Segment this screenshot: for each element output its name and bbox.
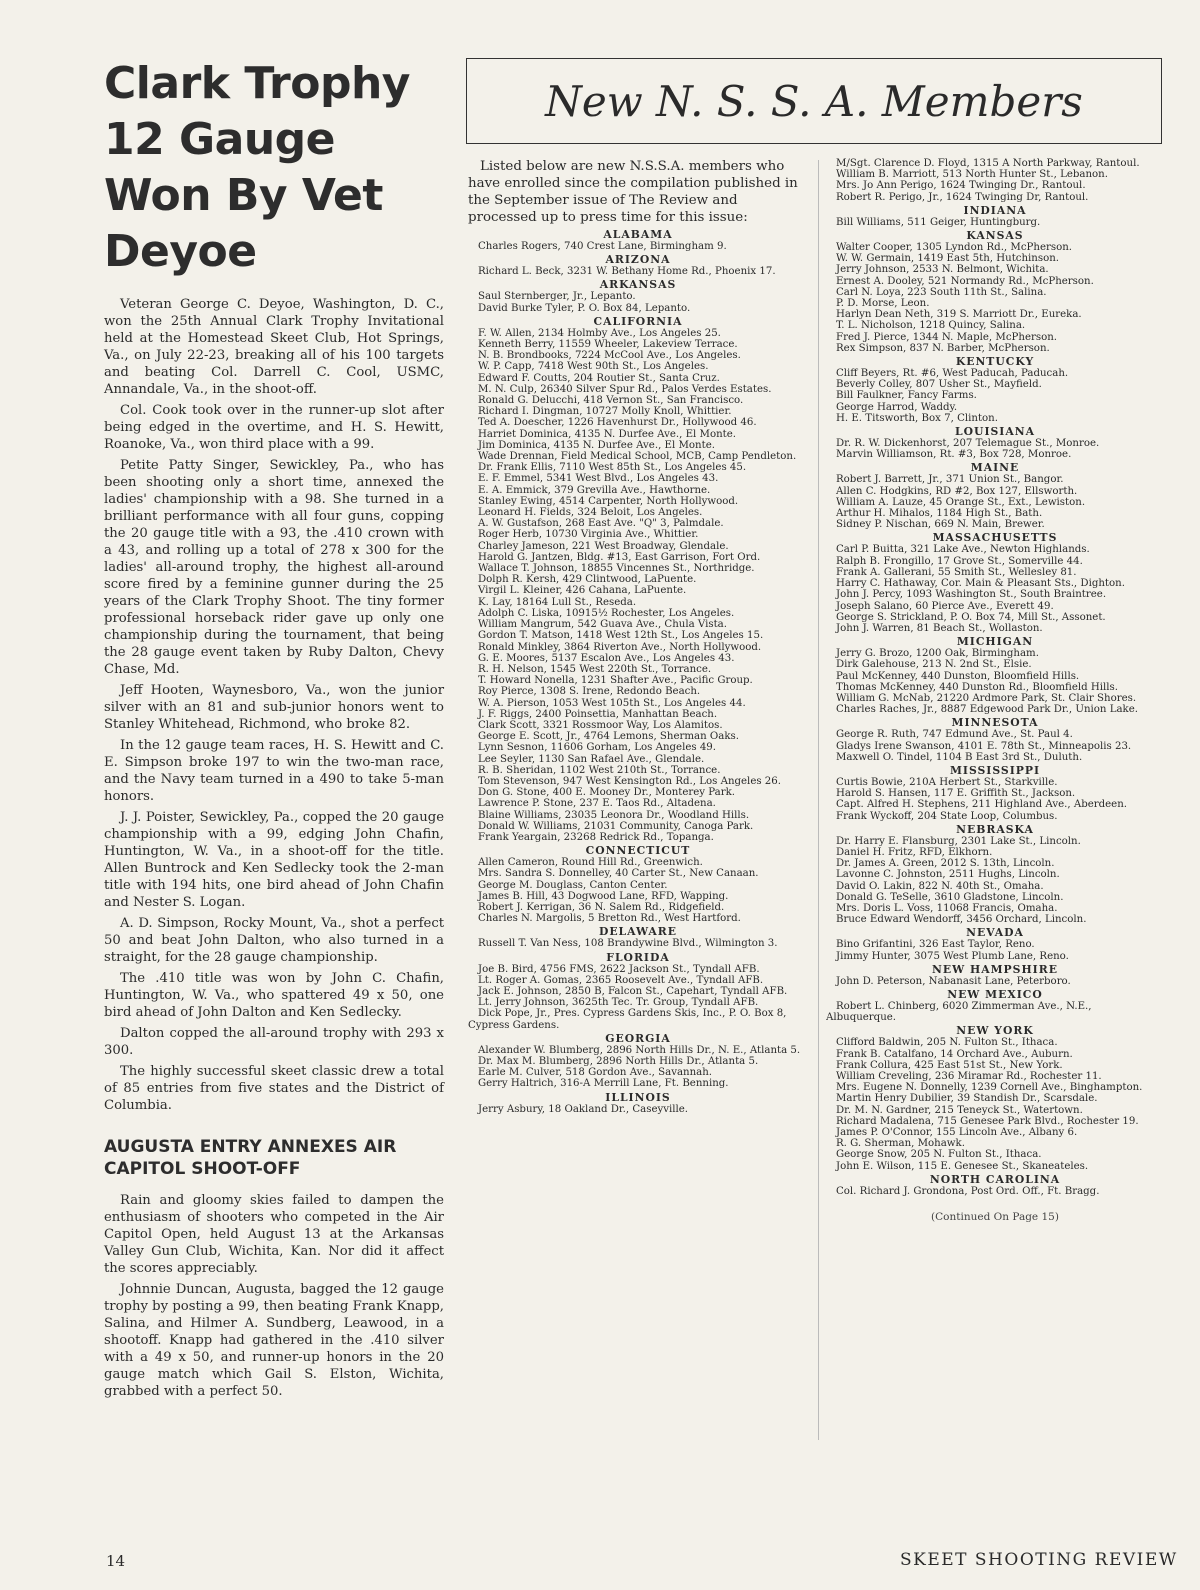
member-entry: Russell T. Van Ness, 108 Brandywine Blvd., Wilmington 3. bbox=[478, 938, 778, 950]
member-entry: Arthur H. Mihalos, 1184 High St., Bath. bbox=[836, 508, 1043, 520]
member-entry: Mrs. Sandra S. Donnelley, 40 Carter St., New Canaan. bbox=[478, 868, 759, 880]
article-paragraph: Col. Cook took over in the runner-up slot after being edged in the overtime, and H. S. Hewitt, Roanoke, Va., won third place with a 99. bbox=[104, 403, 444, 452]
member-entry: K. Lay, 18164 Lull St., Reseda. bbox=[478, 596, 637, 608]
state-heading: NEBRASKA bbox=[956, 822, 1034, 836]
member-entry: Wade Drennan, Field Medical School, MCB, Camp Pendleton. bbox=[478, 451, 797, 463]
sub-article-paragraph: Johnnie Duncan, Augusta, bagged the 12 gauge trophy by posting a 99, then beating Frank Knapp, Salina, and Hilmer A. Sundberg, Leawood, in a shootoff. Knapp had gathered in the .410 silver with a 49 x 50, and runner-up honors in the 20 gauge match which Gail S. Elston, Wichita, grabbed with a perfect 50. bbox=[104, 1282, 444, 1399]
member-entry: Dr. James A. Green, 2012 S. 13th, Lincoln. bbox=[836, 858, 1055, 870]
article-paragraph: Petite Patty Singer, Sewickley, Pa., who has been shooting only a short time, annexed the ladies' championship with a 98. She turned in a brilliant performance with all four guns, copping the 20 gauge title with a 93, the .410 crown with a 43, and rolling up a total of 278 x 300 for the ladies' all-around trophy, the highest all-around score fired by a feminine gunner during the 25 years of the Clark Trophy Shoot. The tiny former professional horseback rider gave up only one championship during the tournament, that being the 28 gauge event taken by Ruby Dalton, Chevy Chase, Md. bbox=[104, 458, 444, 677]
state-heading: ARIZONA bbox=[605, 253, 671, 267]
member-entry: John J. Percy, 1093 Washington St., South Braintree. bbox=[836, 589, 1107, 601]
member-entry: R. G. Sherman, Mohawk. bbox=[836, 1138, 965, 1150]
member-entry: Frank B. Catalfano, 14 Orchard Ave., Auburn. bbox=[836, 1048, 1073, 1060]
member-entry: Dr. M. N. Gardner, 215 Teneyck St., Watertown. bbox=[836, 1104, 1083, 1116]
member-entry: Kenneth Berry, 11559 Wheeler, Lakeview Terrace. bbox=[478, 339, 738, 351]
member-entry: Edward F. Coutts, 204 Routier St., Santa Cruz. bbox=[478, 372, 720, 384]
members-list-1 bbox=[468, 228, 808, 1115]
member-entry: G. E. Moores, 5137 Escalon Ave., Los Angeles 43. bbox=[478, 652, 735, 664]
member-entry: Ernest A. Dooley, 521 Normandy Rd., McPherson. bbox=[836, 275, 1094, 287]
member-entry: James P. O'Connor, 155 Lincoln Ave., Albany 6. bbox=[836, 1127, 1078, 1139]
member-entry: Joseph Salano, 60 Pierce Ave., Everett 49. bbox=[836, 600, 1054, 612]
member-entry: Virgil L. Kleiner, 426 Cahana, LaPuente. bbox=[478, 585, 687, 597]
member-entry: Clark Scott, 3321 Rossmoor Way, Los Alamitos. bbox=[478, 719, 723, 731]
member-entry: David O. Lakin, 822 N. 40th St., Omaha. bbox=[836, 880, 1044, 892]
member-entry: Jimmy Hunter, 3075 West Plumb Lane, Reno. bbox=[836, 950, 1069, 962]
member-entry: Gerry Haltrich, 316-A Merrill Lane, Ft. Benning. bbox=[478, 1078, 729, 1090]
member-entry: H. E. Titsworth, Box 7, Clinton. bbox=[836, 412, 998, 424]
member-entry: F. W. Allen, 2134 Holmby Ave., Los Angeles 25. bbox=[478, 327, 721, 339]
member-entry: Roger Herb, 10730 Virginia Ave., Whittier. bbox=[478, 529, 699, 541]
member-entry: Dr. Harry E. Flansburg, 2301 Lake St., Lincoln. bbox=[836, 835, 1081, 847]
article-paragraph: Jeff Hooten, Waynesboro, Va., won the junior silver with an 81 and sub-junior honors went to Stanley Whitehead, Richmond, who broke 82. bbox=[104, 683, 444, 732]
member-entry: Dick Pope, Jr., Pres. Cypress Gardens Skis, Inc., P. O. Box 8, Cypress Gardens. bbox=[468, 1008, 787, 1031]
article-headline: Clark Trophy 12 Gauge Won By Vet Deyoe bbox=[104, 58, 410, 277]
member-entry: Mrs. Jo Ann Perigo, 1624 Twinging Dr., Rantoul. bbox=[836, 180, 1086, 192]
members-list-2 bbox=[826, 158, 1164, 1197]
member-entry: Allen Cameron, Round Hill Rd., Greenwich. bbox=[478, 857, 703, 869]
state-heading: MISSISSIPPI bbox=[949, 763, 1041, 777]
member-entry: W. P. Capp, 7418 West 90th St., Los Angeles. bbox=[478, 361, 709, 373]
member-entry: Daniel H. Fritz, RFD, Elkhorn. bbox=[836, 846, 993, 858]
member-entry: Harold G. Jantzen, Bldg. #13, East Garrison, Fort Ord. bbox=[478, 551, 761, 563]
member-entry: Richard L. Beck, 3231 W. Bethany Home Rd., Phoenix 17. bbox=[478, 266, 776, 278]
sub-article-body bbox=[104, 1192, 444, 1400]
member-entry: T. Howard Nonella, 1231 Shafter Ave., Pacific Group. bbox=[478, 675, 753, 687]
member-entry: George Harrod, Waddy. bbox=[836, 401, 958, 413]
member-entry: Harold S. Hansen, 117 E. Griffith St., Jackson. bbox=[836, 788, 1076, 800]
member-entry: M/Sgt. Clarence D. Floyd, 1315 A North Parkway, Rantoul. bbox=[836, 158, 1140, 169]
state-heading: INDIANA bbox=[963, 203, 1027, 217]
member-entry: Curtis Bowie, 210A Herbert St., Starkville. bbox=[836, 776, 1058, 788]
member-entry: Robert J. Kerrigan, 36 N. Salem Rd., Ridgefield. bbox=[478, 901, 725, 913]
member-entry: E. A. Emmick, 379 Grevilla Ave., Hawthorne. bbox=[478, 484, 711, 496]
state-heading: NEW HAMPSHIRE bbox=[932, 962, 1058, 976]
article-paragraph: Dalton copped the all-around trophy with 293 x 300. bbox=[104, 1026, 444, 1058]
member-entry: E. F. Emmel, 5341 West Blvd., Los Angeles 43. bbox=[478, 473, 719, 485]
member-entry: Bino Grifantini, 326 East Taylor, Reno. bbox=[836, 939, 1035, 951]
member-entry: Rex Simpson, 837 N. Barber, McPherson. bbox=[836, 342, 1050, 354]
member-entry: Bruce Edward Wendorff, 3456 Orchard, Lincoln. bbox=[836, 914, 1087, 926]
member-entry: William A. Lauze, 45 Orange St., Ext., Lewiston. bbox=[836, 496, 1086, 508]
state-heading: GEORGIA bbox=[605, 1031, 671, 1045]
state-heading: KANSAS bbox=[966, 229, 1024, 243]
member-entry: Blaine Williams, 23035 Leonora Dr., Woodland Hills. bbox=[478, 809, 750, 821]
state-heading: NEW YORK bbox=[956, 1024, 1034, 1038]
member-entry: Dolph R. Kersh, 429 Clintwood, LaPuente. bbox=[478, 574, 697, 586]
state-heading: ILLINOIS bbox=[605, 1090, 671, 1104]
member-entry: W. A. Pierson, 1053 West 105th St., Los Angeles 44. bbox=[478, 697, 746, 709]
section-title: New N. S. S. A. Members bbox=[545, 76, 1083, 126]
member-entry: Harriet Dominica, 4135 N. Durfee Ave., El Monte. bbox=[478, 428, 737, 440]
member-entry: Lynn Sesnon, 11606 Gorham, Los Angeles 49. bbox=[478, 742, 717, 754]
member-entry: William Creveling, 236 Miramar Rd., Rochester 11. bbox=[836, 1071, 1102, 1082]
member-entry: Bill Faulkner, Fancy Farms. bbox=[836, 390, 977, 402]
state-heading: NEVADA bbox=[966, 926, 1024, 940]
member-entry: Jack E. Johnson, 2850 B, Falcon St., Capehart, Tyndall AFB. bbox=[478, 985, 788, 997]
member-entry: George R. Ruth, 747 Edmund Ave., St. Paul 4. bbox=[836, 729, 1073, 741]
member-entry: R. H. Nelson, 1545 West 220th St., Torrance. bbox=[478, 663, 712, 675]
member-entry: Donald G. TeSelle, 3610 Gladstone, Lincoln. bbox=[836, 891, 1064, 903]
state-heading: FLORIDA bbox=[606, 950, 670, 964]
members-intro: Listed below are new N.S.S.A. members who have enrolled since the compilation published in the September issue of The Review and processed up to press time for this issue: bbox=[468, 159, 798, 225]
footer-publication-title: SKEET SHOOTING REVIEW bbox=[900, 1550, 1178, 1570]
member-entry: Jerry Johnson, 2533 N. Belmont, Wichita. bbox=[836, 264, 1049, 276]
member-entry: Clifford Baldwin, 205 N. Fulton St., Ithaca. bbox=[836, 1037, 1058, 1049]
member-entry: Fred J. Pierce, 1344 N. Maple, McPherson. bbox=[836, 331, 1058, 343]
member-entry: Gordon T. Matson, 1418 West 12th St., Los Angeles 15. bbox=[478, 630, 764, 642]
state-heading: DELAWARE bbox=[598, 925, 678, 939]
member-entry: Lt. Jerry Johnson, 3625th Tec. Tr. Group, Tyndall AFB. bbox=[478, 997, 759, 1009]
member-entry: Ronald Minkley, 3864 Riverton Ave., North Hollywood. bbox=[478, 641, 762, 653]
state-heading: KENTUCKY bbox=[955, 355, 1035, 369]
member-entry: Ralph B. Frongillo, 17 Grove St., Somerville 44. bbox=[836, 555, 1083, 567]
state-heading: CALIFORNIA bbox=[593, 314, 683, 328]
state-heading: MICHIGAN bbox=[956, 635, 1034, 649]
column-divider bbox=[818, 160, 819, 1440]
member-entry: Gladys Irene Swanson, 4101 E. 78th St., Minneapolis 23. bbox=[836, 740, 1132, 752]
state-heading: NEW MEXICO bbox=[947, 987, 1043, 1001]
member-entry: William B. Marriott, 513 North Hunter St., Lebanon. bbox=[836, 169, 1108, 181]
member-entry: Ted A. Doescher, 1226 Havenhurst Dr., Hollywood 46. bbox=[478, 417, 757, 429]
member-entry: Richard Madalena, 715 Genesee Park Blvd., Rochester 19. bbox=[836, 1115, 1139, 1127]
member-entry: N. B. Brondbooks, 7224 McCool Ave., Los Angeles. bbox=[478, 350, 741, 362]
member-entry: Jerry G. Brozo, 1200 Oak, Birmingham. bbox=[836, 648, 1039, 660]
member-entry: George S. Strickland, P. O. Box 74, Mill St., Assonet. bbox=[836, 611, 1106, 623]
member-entry: Tom Stevenson, 947 West Kensington Rd., Los Angeles 26. bbox=[478, 775, 782, 787]
member-entry: Earle M. Culver, 518 Gordon Ave., Savannah. bbox=[478, 1067, 713, 1079]
member-entry: Thomas McKenney, 440 Dunston Rd., Bloomfield Hills. bbox=[836, 681, 1118, 693]
member-entry: Stanley Ewing, 4514 Carpenter, North Hollywood. bbox=[478, 495, 739, 507]
member-entry: Beverly Colley, 807 Usher St., Mayfield. bbox=[836, 379, 1042, 391]
article-paragraph: The highly successful skeet classic drew a total of 85 entries from five states and the District of Columbia. bbox=[104, 1064, 444, 1113]
member-entry: Roy Pierce, 1308 S. Irene, Redondo Beach. bbox=[478, 686, 701, 698]
state-heading: MASSACHUSETTS bbox=[932, 531, 1058, 545]
section-title-box bbox=[466, 58, 1162, 144]
article-paragraph: In the 12 gauge team races, H. S. Hewitt and C. E. Simpson broke 197 to win the two-man race, and the Navy team turned in a 490 to take 5-man honors. bbox=[104, 738, 444, 804]
state-heading: CONNECTICUT bbox=[585, 844, 691, 858]
member-entry: J. F. Riggs, 2400 Poinsettia, Manhattan Beach. bbox=[478, 708, 718, 720]
member-entry: Dr. Max M. Blumberg, 2896 North Hills Dr., Atlanta 5. bbox=[478, 1056, 759, 1067]
member-entry: George Snow, 205 N. Fulton St., Ithaca. bbox=[836, 1149, 1042, 1161]
sub-article-paragraph: Rain and gloomy skies failed to dampen the enthusiasm of shooters who competed in the Air Capitol Open, held August 13 at the Arkansas Valley Gun Club, Wichita, Kan. Nor did it affect the scores appreciably. bbox=[104, 1193, 444, 1276]
member-entry: Robert L. Chinberg, 6020 Zimmerman Ave., N.E., Albuquerque. bbox=[826, 1000, 1092, 1024]
member-entry: W. W. Germain, 1419 East 5th, Hutchinson. bbox=[836, 253, 1060, 265]
member-entry: Saul Sternberger, Jr., Lepanto. bbox=[478, 291, 636, 303]
member-entry: David Burke Tyler, P. O. Box 84, Lepanto. bbox=[478, 302, 691, 314]
member-entry: R. B. Sheridan, 1102 West 210th St., Torrance. bbox=[478, 764, 721, 776]
state-heading: ARKANSAS bbox=[599, 278, 677, 292]
article-paragraph: A. D. Simpson, Rocky Mount, Va., shot a perfect 50 and beat John Dalton, who also turned in a straight, for the 28 gauge championship. bbox=[104, 916, 444, 965]
member-entry: Capt. Alfred H. Stephens, 211 Highland Ave., Aberdeen. bbox=[836, 799, 1128, 811]
member-entry: Col. Richard J. Grondona, Post Ord. Off., Ft. Bragg. bbox=[836, 1185, 1100, 1197]
member-entry: Leonard H. Fields, 324 Beloit, Los Angeles. bbox=[478, 507, 703, 519]
member-entry: Carl P. Buitta, 321 Lake Ave., Newton Highlands. bbox=[836, 544, 1090, 556]
state-heading: LOUISIANA bbox=[955, 425, 1035, 439]
member-entry: A. W. Gustafson, 268 East Ave. "Q" 3, Palmdale. bbox=[478, 518, 724, 530]
state-heading: NORTH CAROLINA bbox=[929, 1172, 1061, 1186]
member-entry: Cliff Beyers, Rt. #6, West Paducah, Paducah. bbox=[836, 368, 1069, 380]
member-entry: Alexander W. Blumberg, 2896 North Hills Dr., N. E., Atlanta 5. bbox=[478, 1044, 801, 1056]
member-entry: Carl N. Loya, 223 South 11th St., Salina. bbox=[836, 286, 1047, 298]
member-entry: Ronald G. Delucchi, 418 Vernon St., San Francisco. bbox=[478, 395, 744, 407]
member-entry: Bill Williams, 511 Geiger, Huntingburg. bbox=[836, 216, 1041, 228]
member-entry: Paul McKenney, 440 Dunston, Bloomfield Hills. bbox=[836, 670, 1080, 682]
member-entry: Allen C. Hodgkins, RD #2, Box 127, Ellsworth. bbox=[836, 485, 1078, 497]
state-heading: MINNESOTA bbox=[951, 716, 1039, 730]
member-entry: Mrs. Doris L. Voss, 11068 Francis, Omaha. bbox=[836, 902, 1058, 914]
member-entry: Donald W. Williams, 21031 Community, Canoga Park. bbox=[478, 820, 754, 832]
member-entry: Walter Cooper, 1305 Lyndon Rd., McPherson. bbox=[836, 242, 1073, 254]
article-column bbox=[104, 56, 444, 1404]
member-entry: Lee Seyler, 1130 San Rafael Ave., Glendale. bbox=[478, 753, 705, 765]
member-entry: M. N. Culp, 26340 Silver Spur Rd., Palos Verdes Estates. bbox=[478, 383, 772, 395]
members-column-1 bbox=[468, 158, 808, 1115]
member-entry: George E. Scott, Jr., 4764 Lemons, Sherman Oaks. bbox=[478, 731, 739, 743]
member-entry: Charles N. Margolis, 5 Bretton Rd., West Hartford. bbox=[478, 913, 741, 925]
member-entry: Frank A. Gallerani, 55 Smith St., Wellesley 81. bbox=[836, 566, 1077, 578]
member-entry: Charles Rogers, 740 Crest Lane, Birmingham 9. bbox=[478, 241, 727, 252]
member-entry: Wallace T. Johnson, 18855 Vincennes St., Northridge. bbox=[478, 563, 755, 575]
member-entry: John D. Peterson, Nabanasit Lane, Peterboro. bbox=[836, 975, 1071, 987]
member-entry: Richard I. Dingman, 10727 Molly Knoll, Whittier. bbox=[478, 406, 732, 418]
member-entry: John J. Warren, 81 Beach St., Wollaston. bbox=[836, 622, 1043, 634]
member-entry: Lavonne C. Johnston, 2511 Hughs, Lincoln. bbox=[836, 869, 1060, 881]
member-entry: Dr. R. W. Dickenhorst, 207 Telemague St., Monroe. bbox=[836, 438, 1100, 450]
member-entry: Lawrence P. Stone, 237 E. Taos Rd., Altadena. bbox=[478, 798, 716, 810]
member-entry: Charles Raches, Jr., 8887 Edgewood Park Dr., Union Lake. bbox=[836, 704, 1139, 716]
member-entry: Frank Collura, 425 East 51st St., New York. bbox=[836, 1059, 1063, 1071]
member-entry: Dirk Galehouse, 213 N. 2nd St., Elsie. bbox=[836, 659, 1032, 671]
member-entry: Jim Dominica, 4135 N. Durfee Ave., El Monte. bbox=[478, 439, 715, 451]
member-entry: Martin Henry Dubilier, 39 Standish Dr., Scarsdale. bbox=[836, 1093, 1098, 1105]
article-paragraph: The .410 title was won by John C. Chafin, Huntington, W. Va., who spattered 49 x 50, one bird ahead of John Dalton and Ken Sedlecky. bbox=[104, 971, 444, 1020]
article-body bbox=[104, 296, 444, 1114]
member-entry: Mrs. Eugene N. Donnelly, 1239 Cornell Ave., Binghampton. bbox=[836, 1082, 1143, 1094]
sub-article-headline: AUGUSTA ENTRY ANNEXES AIR CAPITOL SHOOT-OFF bbox=[104, 1137, 397, 1179]
member-entry: Frank Wyckoff, 204 State Loop, Columbus. bbox=[836, 810, 1058, 822]
member-entry: Joe B. Bird, 4756 FMS, 2622 Jackson St., Tyndall AFB. bbox=[478, 963, 760, 975]
state-heading: MAINE bbox=[970, 461, 1020, 475]
member-entry: George M. Douglass, Canton Center. bbox=[478, 879, 668, 891]
article-paragraph: Veteran George C. Deyoe, Washington, D. C., won the 25th Annual Clark Trophy Invitational held at the Homestead Skeet Club, Hot Springs, Va., on July 22-23, breaking all of his 100 targets and beating Col. Darrell C. Cool, USMC, Annandale, Va., in the shoot-off. bbox=[104, 297, 444, 397]
member-entry: Robert R. Perigo, Jr., 1624 Twinging Dr, Rantoul. bbox=[836, 191, 1089, 203]
member-entry: T. L. Nicholson, 1218 Quincy, Salina. bbox=[836, 320, 1026, 332]
member-entry: Marvin Williamson, Rt. #3, Box 728, Monroe. bbox=[836, 449, 1072, 461]
state-heading: ALABAMA bbox=[603, 228, 673, 241]
member-entry: Harlyn Dean Neth, 319 S. Marriott Dr., Eureka. bbox=[836, 309, 1082, 321]
member-entry: John E. Wilson, 115 E. Genesee St., Skaneateles. bbox=[836, 1160, 1089, 1172]
member-entry: William G. McNab, 21220 Ardmore Park, St. Clair Shores. bbox=[836, 692, 1137, 704]
member-entry: Lt. Roger A. Gomas, 2365 Roosevelt Ave., Tyndall AFB. bbox=[478, 974, 764, 986]
member-entry: William Mangrum, 542 Guava Ave., Chula Vista. bbox=[478, 619, 727, 631]
member-entry: Adolph C. Liska, 10915½ Rochester, Los Angeles. bbox=[478, 607, 735, 619]
page-number: 14 bbox=[106, 1552, 126, 1570]
member-entry: Charley Jameson, 221 West Broadway, Glendale. bbox=[478, 540, 729, 552]
member-entry: James B. Hill, 43 Dogwood Lane, RFD, Wapping. bbox=[478, 890, 729, 902]
continued-note: (Continued On Page 15) bbox=[931, 1211, 1059, 1224]
member-entry: Frank Yeargain, 23268 Redrick Rd., Topanga. bbox=[478, 831, 714, 843]
member-entry: Dr. Frank Ellis, 7110 West 85th St., Los Angeles 45. bbox=[478, 462, 747, 474]
member-entry: P. D. Morse, Leon. bbox=[836, 298, 930, 310]
member-entry: Jerry Asbury, 18 Oakland Dr., Caseyville. bbox=[478, 1103, 689, 1115]
member-entry: Harry C. Hathaway, Cor. Main & Pleasant Sts., Dighton. bbox=[836, 578, 1125, 590]
member-entry: Maxwell O. Tindel, 1104 B East 3rd St., Duluth. bbox=[836, 751, 1083, 763]
member-entry: Sidney P. Nischan, 669 N. Main, Brewer. bbox=[836, 519, 1045, 531]
member-entry: Don G. Stone, 400 E. Mooney Dr., Monterey Park. bbox=[478, 787, 736, 799]
article-paragraph: J. J. Poister, Sewickley, Pa., copped the 20 gauge championship with a 99, edging John Chafin, Huntington, W. Va., in a shoot-off for the title. Allen Buntrock and Ken Sedlecky took the 2-man title with 194 hits, one bird ahead of John Chafin and Nester S. Logan. bbox=[104, 810, 444, 910]
member-entry: Robert J. Barrett, Jr., 371 Union St., Bangor. bbox=[836, 474, 1064, 486]
members-column-2 bbox=[826, 158, 1164, 1223]
